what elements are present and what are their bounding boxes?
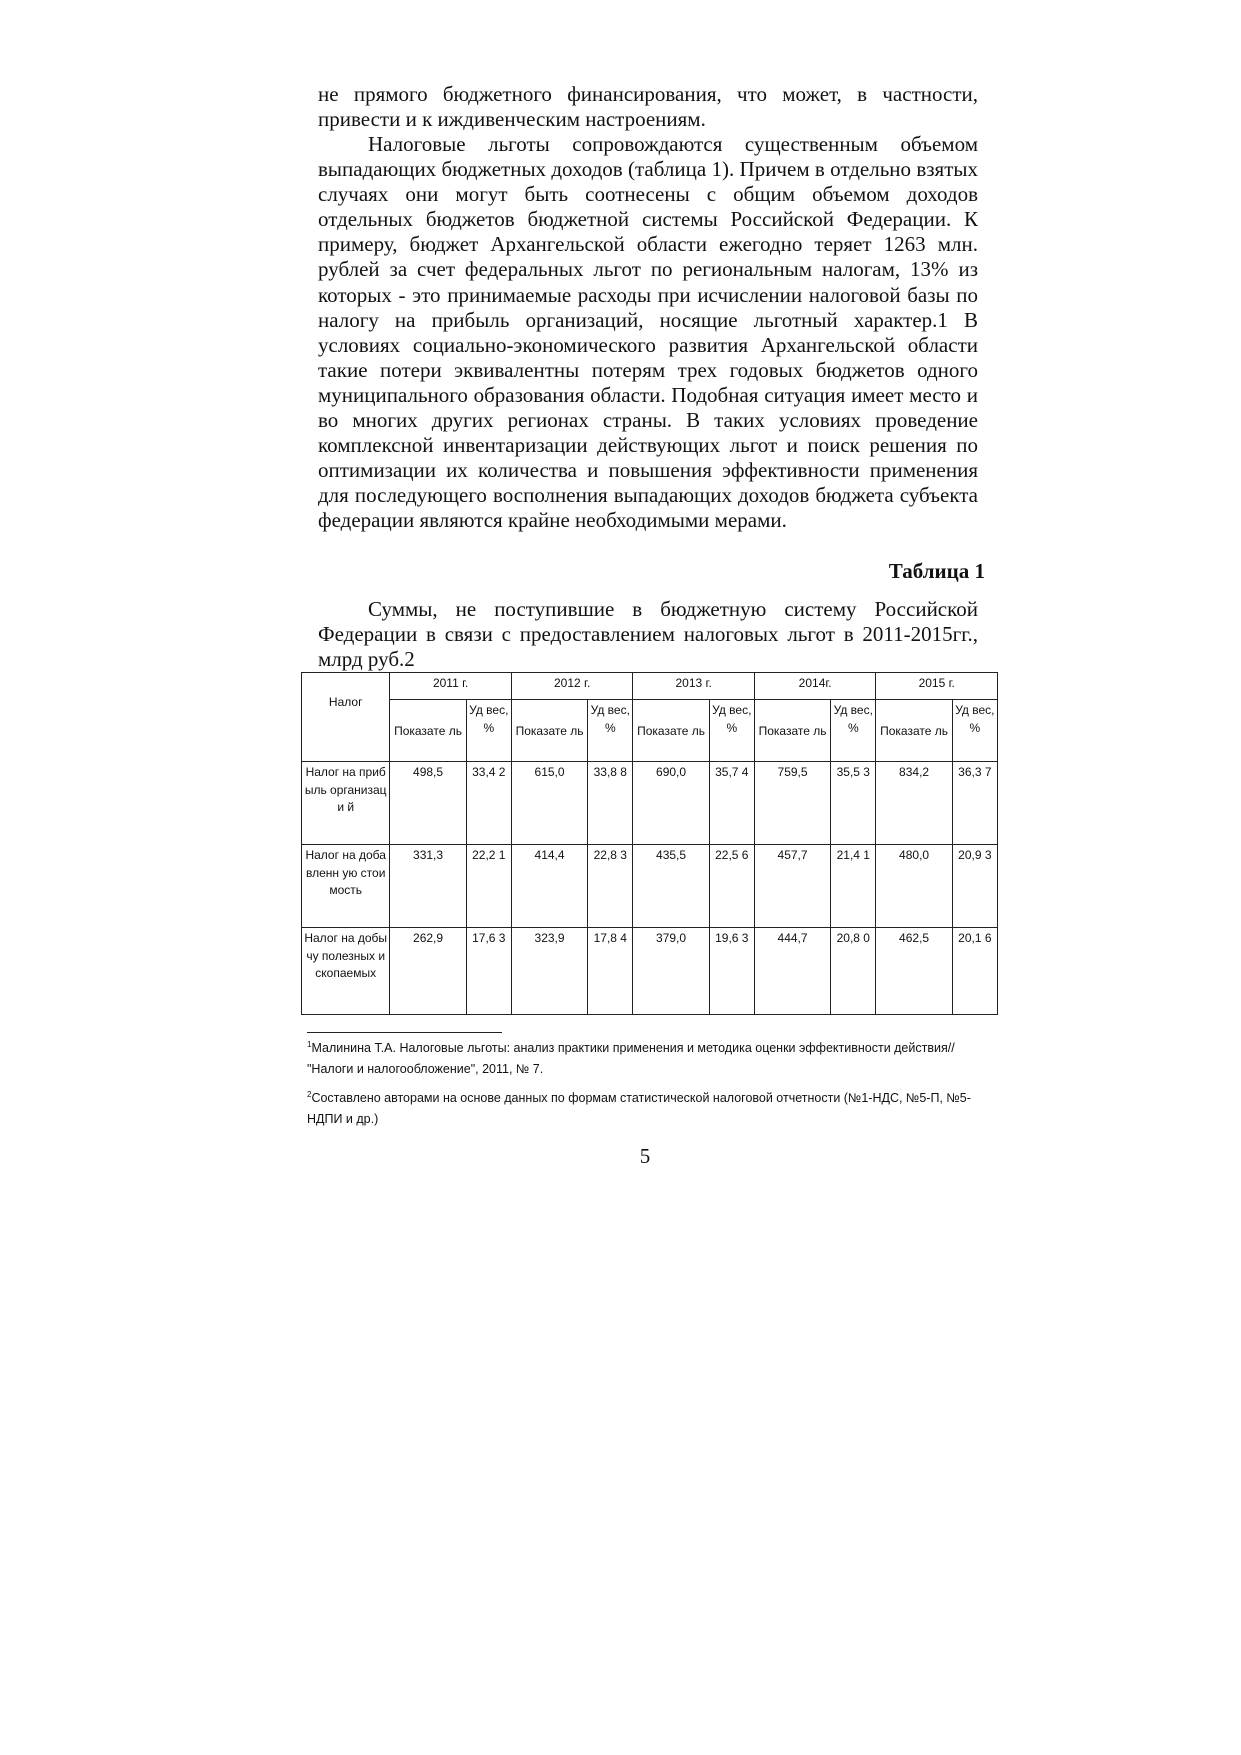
cell-value: 759,5	[754, 762, 830, 845]
caption-text: Суммы, не поступившие в бюджетную систему Российской Федерации в связи с предоставлением налоговых льгот в 2011-2015гг., млрд руб.2	[318, 597, 978, 672]
cell-share: 33,8 8	[588, 762, 633, 845]
cell-share: 35,5 3	[831, 762, 876, 845]
cell-value: 615,0	[511, 762, 587, 845]
body-paragraph-2	[318, 132, 978, 534]
cell-share: 17,8 4	[588, 928, 633, 1015]
header-tax: Налог	[302, 673, 390, 762]
cell-share: 17,6 3	[466, 928, 511, 1015]
table-caption	[318, 597, 978, 672]
table-label: Таблица 1	[888, 559, 985, 583]
cell-value: 262,9	[390, 928, 466, 1015]
header-year: 2014г.	[754, 673, 876, 700]
cell-value: 414,4	[511, 845, 587, 928]
cell-value: 834,2	[876, 762, 952, 845]
cell-value: 498,5	[390, 762, 466, 845]
cell-share: 21,4 1	[831, 845, 876, 928]
header-share: Уд вес, %	[588, 700, 633, 762]
table-row	[302, 928, 998, 1015]
cell-share: 36,3 7	[952, 762, 997, 845]
cell-share: 22,2 1	[466, 845, 511, 928]
header-value: Показате ль	[633, 700, 709, 762]
paragraph-text: Налоговые льготы сопровождаются существенным объемом выпадающих бюджетных доходов (таблица 1). Причем в отдельно взятых случаях они могут быть соотнесены с общим объемом доходов отдельных бюджетов бюджетной системы Российской Федерации. К примеру, бюджет Архангельской области ежегодно теряет 1263 млн. рублей за счет федеральных льгот по региональным налогам, 13% из которых - это принимаемые расходы при исчислении налоговой базы по налогу на прибыль организаций, носящие льготный характер.1 В условиях социально-экономического развития Архангельской области такие потери эквивалентны потерям трех годовых бюджетов одного муниципального образования области. Подобная ситуация имеет место и во многих других регионах страны. В таких условиях проведение комплексной инвентаризации действующих льгот и поиск решения по оптимизации их количества и повышения эффективности применения для последующего восполнения выпадающих доходов бюджета субъекта федерации являются крайне необходимыми мерами.	[318, 132, 978, 533]
footnote-separator	[307, 1032, 502, 1033]
cell-share: 20,1 6	[952, 928, 997, 1015]
cell-share: 20,9 3	[952, 845, 997, 928]
cell-value: 690,0	[633, 762, 709, 845]
paragraph-text: не прямого бюджетного финансирования, что может, в частности, привести и к иждивенческим настроениям.	[318, 82, 978, 132]
cell-value: 379,0	[633, 928, 709, 1015]
header-year: 2012 г.	[511, 673, 633, 700]
footnote-marker: 1	[307, 1040, 312, 1049]
cell-share: 35,7 4	[709, 762, 754, 845]
cell-value: 444,7	[754, 928, 830, 1015]
cell-value: 457,7	[754, 845, 830, 928]
tax-benefits-table	[301, 672, 998, 1015]
cell-share: 20,8 0	[831, 928, 876, 1015]
cell-value: 435,5	[633, 845, 709, 928]
header-year: 2015 г.	[876, 673, 998, 700]
body-paragraph-1	[318, 82, 978, 132]
page-number: 5	[639, 1144, 651, 1168]
header-share: Уд вес, %	[952, 700, 997, 762]
cell-value: 480,0	[876, 845, 952, 928]
header-year: 2013 г.	[633, 673, 755, 700]
cell-value: 462,5	[876, 928, 952, 1015]
table-header-subcolumns	[302, 700, 998, 762]
footnote-marker: 2	[307, 1090, 312, 1099]
row-tax-name: Налог на прибыль организаци й	[302, 762, 390, 845]
header-value: Показате ль	[754, 700, 830, 762]
cell-share: 33,4 2	[466, 762, 511, 845]
cell-share: 19,6 3	[709, 928, 754, 1015]
cell-value: 331,3	[390, 845, 466, 928]
cell-share: 22,8 3	[588, 845, 633, 928]
footnote-text: Составлено авторами на основе данных по формам статистической налоговой отчетности (№1-НДС, №5-П, №5-НДПИ и др.)	[307, 1091, 971, 1126]
footnote-2	[307, 1084, 997, 1130]
table-header-years	[302, 673, 998, 700]
header-value: Показате ль	[511, 700, 587, 762]
header-share: Уд вес, %	[466, 700, 511, 762]
table-row	[302, 845, 998, 928]
cell-value: 323,9	[511, 928, 587, 1015]
row-tax-name: Налог на добычу полезных ископаемых	[302, 928, 390, 1015]
footnote-text: Малинина Т.А. Налоговые льготы: анализ практики применения и методика оценки эффективности действия// "Налоги и налогообложение", 2011, № 7.	[307, 1041, 955, 1076]
cell-share: 22,5 6	[709, 845, 754, 928]
table-row	[302, 762, 998, 845]
header-year: 2011 г.	[390, 673, 512, 700]
header-share: Уд вес, %	[709, 700, 754, 762]
header-value: Показате ль	[390, 700, 466, 762]
footnote-1	[307, 1034, 997, 1080]
row-tax-name: Налог на добавленн ую стоимость	[302, 845, 390, 928]
header-value: Показате ль	[876, 700, 952, 762]
header-share: Уд вес, %	[831, 700, 876, 762]
